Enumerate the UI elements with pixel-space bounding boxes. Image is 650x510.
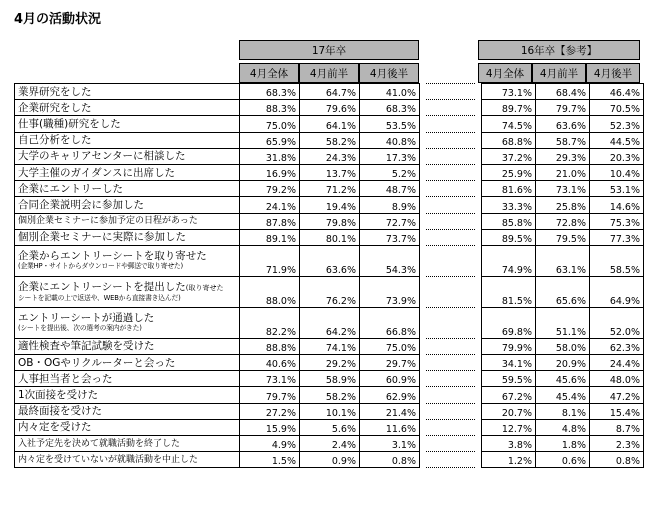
value-cell-17: 89.1% (240, 229, 300, 245)
dotted-separator (426, 371, 475, 387)
value-cell-16: 63.1% (536, 245, 590, 276)
row-label (15, 307, 240, 338)
value-cell-17: 27.2% (240, 403, 300, 419)
subheader-17-first-half: 4月前半 (299, 63, 359, 83)
row-label-note: (取り寄せた (185, 283, 224, 292)
value-cell-17: 2.4% (300, 436, 360, 452)
value-cell-17: 8.9% (360, 197, 420, 213)
value-cell-17: 80.1% (300, 229, 360, 245)
table-row (15, 148, 644, 164)
dotted-separator (426, 100, 475, 116)
value-cell-17: 71.2% (300, 181, 360, 197)
value-cell-16: 53.1% (590, 181, 644, 197)
value-cell-16: 74.9% (482, 245, 536, 276)
subheader-17-second-half: 4月後半 (359, 63, 419, 83)
value-cell-17: 66.8% (360, 307, 420, 338)
value-cell-16: 20.7% (482, 403, 536, 419)
dotted-separator (426, 338, 475, 354)
value-cell-17: 40.8% (360, 132, 420, 148)
value-cell-16: 58.7% (536, 132, 590, 148)
value-cell-17: 82.2% (240, 307, 300, 338)
value-cell-16: 63.6% (536, 116, 590, 132)
value-cell-16: 45.6% (536, 371, 590, 387)
table-row (15, 338, 644, 354)
value-cell-16: 37.2% (482, 148, 536, 164)
value-cell-17: 0.9% (300, 452, 360, 468)
value-cell-17: 1.5% (240, 452, 300, 468)
row-label: 自己分析をした (15, 132, 240, 148)
value-cell-17: 79.6% (300, 100, 360, 116)
value-cell-17: 65.9% (240, 132, 300, 148)
subheader-17-all: 4月全体 (239, 63, 299, 83)
value-cell-16: 79.9% (482, 338, 536, 354)
table-row (15, 419, 644, 435)
subheader-16-second-half: 4月後半 (586, 63, 640, 83)
value-cell-17: 74.1% (300, 338, 360, 354)
value-cell-17: 24.1% (240, 197, 300, 213)
value-cell-17: 62.9% (360, 387, 420, 403)
value-cell-17: 48.7% (360, 181, 420, 197)
page-title: 4月の活動状況 (14, 12, 102, 27)
dotted-separator (426, 387, 475, 403)
value-cell-17: 68.3% (360, 100, 420, 116)
value-cell-16: 44.5% (590, 132, 644, 148)
value-cell-16: 34.1% (482, 355, 536, 371)
value-cell-17: 58.2% (300, 132, 360, 148)
table-row (15, 245, 644, 276)
value-cell-17: 5.6% (300, 419, 360, 435)
value-cell-17: 76.2% (300, 276, 360, 307)
value-cell-16: 81.5% (482, 276, 536, 307)
value-cell-17: 11.6% (360, 419, 420, 435)
value-cell-17: 79.2% (240, 181, 300, 197)
value-cell-16: 65.6% (536, 276, 590, 307)
table-row (15, 371, 644, 387)
value-cell-16: 77.3% (590, 229, 644, 245)
value-cell-16: 24.4% (590, 355, 644, 371)
value-cell-17: 5.2% (360, 164, 420, 180)
value-cell-16: 15.4% (590, 403, 644, 419)
row-label: 人事担当者と会った (15, 371, 240, 387)
dotted-separator (426, 181, 475, 197)
value-cell-16: 52.3% (590, 116, 644, 132)
row-label: 仕事(職種)研究をした (15, 116, 240, 132)
row-label: OB・OGやリクルーターと会った (15, 355, 240, 371)
row-label-subtext: (企業HP・サイトからダウンロードや郵送で取り寄せた) (18, 262, 183, 271)
value-cell-16: 62.3% (590, 338, 644, 354)
dotted-separator (426, 452, 475, 468)
value-cell-16: 25.9% (482, 164, 536, 180)
value-cell-16: 69.8% (482, 307, 536, 338)
value-cell-17: 24.3% (300, 148, 360, 164)
row-label-text: エントリーシートが通過した (18, 312, 155, 325)
subheader-16-all: 4月全体 (478, 63, 532, 83)
value-cell-17: 29.2% (300, 355, 360, 371)
value-cell-17: 73.1% (240, 371, 300, 387)
value-cell-17: 3.1% (360, 436, 420, 452)
table-row (15, 229, 644, 245)
value-cell-16: 67.2% (482, 387, 536, 403)
dotted-separator (426, 84, 475, 100)
table-row (15, 387, 644, 403)
row-label: 個別企業セミナーに参加予定の日程があった (15, 213, 240, 229)
dotted-separator (426, 403, 475, 419)
value-cell-16: 68.4% (536, 84, 590, 100)
value-cell-16: 79.5% (536, 229, 590, 245)
value-cell-16: 33.3% (482, 197, 536, 213)
table-row (15, 181, 644, 197)
value-cell-16: 25.8% (536, 197, 590, 213)
value-cell-17: 29.7% (360, 355, 420, 371)
value-cell-16: 73.1% (536, 181, 590, 197)
value-cell-17: 10.1% (300, 403, 360, 419)
value-cell-16: 58.5% (590, 245, 644, 276)
value-cell-16: 21.0% (536, 164, 590, 180)
row-label-subtext: (シートを提出後、次の選考の案内がきた) (18, 324, 142, 333)
row-label: 企業にエントリーした (15, 181, 240, 197)
table-row (15, 164, 644, 180)
row-label: 企業研究をした (15, 100, 240, 116)
dotted-separator (426, 164, 475, 180)
table-row (15, 452, 644, 468)
value-cell-17: 41.0% (360, 84, 420, 100)
value-cell-16: 0.8% (590, 452, 644, 468)
row-label: 業界研究をした (15, 84, 240, 100)
subheader-16-first-half: 4月前半 (532, 63, 586, 83)
value-cell-16: 4.8% (536, 419, 590, 435)
value-cell-17: 73.9% (360, 276, 420, 307)
value-cell-17: 88.0% (240, 276, 300, 307)
dotted-separator (426, 276, 475, 307)
value-cell-16: 2.3% (590, 436, 644, 452)
value-cell-16: 89.5% (482, 229, 536, 245)
value-cell-17: 60.9% (360, 371, 420, 387)
value-cell-16: 72.8% (536, 213, 590, 229)
row-label-text: 企業からエントリーシートを取り寄せた (18, 250, 207, 263)
value-cell-16: 3.8% (482, 436, 536, 452)
row-label (15, 276, 240, 307)
row-label: 内々定を受けた (15, 419, 240, 435)
row-label: 入社予定先を決めて就職活動を終了した (15, 436, 240, 452)
dotted-separator (426, 419, 475, 435)
value-cell-17: 64.7% (300, 84, 360, 100)
value-cell-16: 68.8% (482, 132, 536, 148)
value-cell-16: 59.5% (482, 371, 536, 387)
value-cell-16: 74.5% (482, 116, 536, 132)
value-cell-16: 48.0% (590, 371, 644, 387)
value-cell-16: 20.9% (536, 355, 590, 371)
value-cell-16: 8.1% (536, 403, 590, 419)
table-row (15, 355, 644, 371)
value-cell-17: 31.8% (240, 148, 300, 164)
value-cell-17: 0.8% (360, 452, 420, 468)
value-cell-17: 87.8% (240, 213, 300, 229)
value-cell-16: 1.8% (536, 436, 590, 452)
value-cell-16: 51.1% (536, 307, 590, 338)
value-cell-16: 73.1% (482, 84, 536, 100)
table-row (15, 197, 644, 213)
value-cell-17: 4.9% (240, 436, 300, 452)
value-cell-16: 47.2% (590, 387, 644, 403)
value-cell-17: 64.2% (300, 307, 360, 338)
value-cell-17: 71.9% (240, 245, 300, 276)
row-label: 最終面接を受けた (15, 403, 240, 419)
dotted-separator (426, 148, 475, 164)
value-cell-17: 64.1% (300, 116, 360, 132)
value-cell-16: 12.7% (482, 419, 536, 435)
value-cell-16: 0.6% (536, 452, 590, 468)
row-label: 適性検査や筆記試験を受けた (15, 338, 240, 354)
dotted-separator (426, 229, 475, 245)
table-row (15, 84, 644, 100)
row-label: 大学主催のガイダンスに出席した (15, 164, 240, 180)
value-cell-17: 40.6% (240, 355, 300, 371)
value-cell-17: 17.3% (360, 148, 420, 164)
value-cell-17: 73.7% (360, 229, 420, 245)
dotted-separator (426, 116, 475, 132)
dotted-separator (426, 307, 475, 338)
activity-table (14, 83, 644, 468)
value-cell-17: 68.3% (240, 84, 300, 100)
dotted-separator (426, 197, 475, 213)
value-cell-16: 75.3% (590, 213, 644, 229)
table-row (15, 307, 644, 338)
value-cell-17: 16.9% (240, 164, 300, 180)
dotted-separator (426, 245, 475, 276)
value-cell-16: 79.7% (536, 100, 590, 116)
value-cell-16: 64.9% (590, 276, 644, 307)
table-row (15, 116, 644, 132)
value-cell-17: 75.0% (240, 116, 300, 132)
value-cell-17: 88.8% (240, 338, 300, 354)
table-row (15, 132, 644, 148)
value-cell-17: 19.4% (300, 197, 360, 213)
value-cell-16: 1.2% (482, 452, 536, 468)
value-cell-16: 10.4% (590, 164, 644, 180)
value-cell-17: 88.3% (240, 100, 300, 116)
value-cell-17: 15.9% (240, 419, 300, 435)
dotted-separator (426, 132, 475, 148)
group-header-16: 16年卒【参考】 (478, 40, 640, 60)
group-header-17: 17年卒 (239, 40, 419, 60)
row-label (15, 245, 240, 276)
value-cell-17: 13.7% (300, 164, 360, 180)
value-cell-17: 79.8% (300, 213, 360, 229)
value-cell-17: 72.7% (360, 213, 420, 229)
row-label-text: 企業にエントリーシートを提出した (18, 280, 186, 293)
row-label: 大学のキャリアセンターに相談した (15, 148, 240, 164)
row-label: 内々定を受けていないが就職活動を中止した (15, 452, 240, 468)
table-row (15, 436, 644, 452)
value-cell-16: 52.0% (590, 307, 644, 338)
table-row (15, 403, 644, 419)
table-row (15, 276, 644, 307)
value-cell-16: 46.4% (590, 84, 644, 100)
table-row (15, 100, 644, 116)
value-cell-17: 75.0% (360, 338, 420, 354)
dotted-separator (426, 355, 475, 371)
value-cell-16: 81.6% (482, 181, 536, 197)
dotted-separator (426, 213, 475, 229)
value-cell-16: 89.7% (482, 100, 536, 116)
value-cell-17: 58.2% (300, 387, 360, 403)
table-row (15, 213, 644, 229)
value-cell-17: 58.9% (300, 371, 360, 387)
value-cell-16: 29.3% (536, 148, 590, 164)
value-cell-17: 53.5% (360, 116, 420, 132)
row-label: 1次面接を受けた (15, 387, 240, 403)
value-cell-16: 20.3% (590, 148, 644, 164)
value-cell-16: 45.4% (536, 387, 590, 403)
row-label: 個別企業セミナーに実際に参加した (15, 229, 240, 245)
dotted-separator (426, 436, 475, 452)
value-cell-16: 14.6% (590, 197, 644, 213)
value-cell-17: 63.6% (300, 245, 360, 276)
value-cell-17: 21.4% (360, 403, 420, 419)
value-cell-16: 85.8% (482, 213, 536, 229)
value-cell-16: 8.7% (590, 419, 644, 435)
row-label-subtext: シートを記載の上で返送や、WEBから直接書き込んだ) (18, 293, 181, 302)
value-cell-16: 58.0% (536, 338, 590, 354)
value-cell-17: 79.7% (240, 387, 300, 403)
value-cell-16: 70.5% (590, 100, 644, 116)
value-cell-17: 54.3% (360, 245, 420, 276)
row-label: 合同企業説明会に参加した (15, 197, 240, 213)
